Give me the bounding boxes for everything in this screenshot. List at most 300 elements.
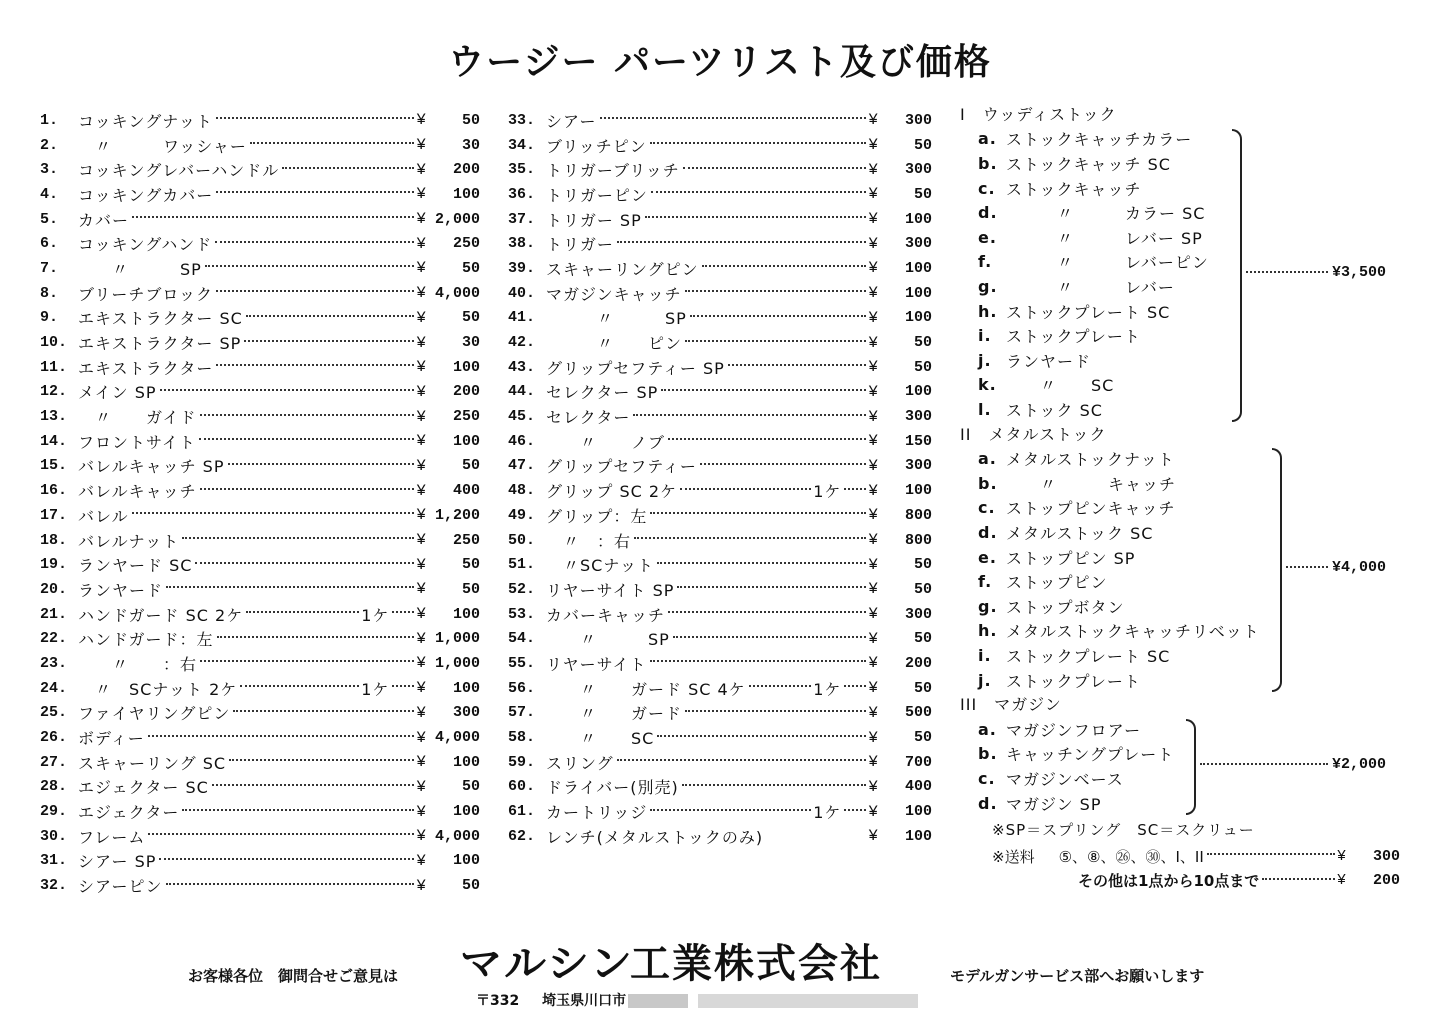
group-brace bbox=[1232, 129, 1242, 422]
part-name: メイン SP bbox=[78, 383, 157, 403]
other-shipping-row bbox=[1078, 869, 1400, 893]
group-price bbox=[1200, 756, 1386, 773]
group-item bbox=[978, 446, 1175, 471]
part-price: 300 bbox=[904, 457, 932, 475]
address-city: 埼玉県川口市 bbox=[542, 993, 627, 1009]
item-name: ストックプレート SC bbox=[1006, 646, 1171, 666]
part-row bbox=[508, 651, 932, 676]
group-item bbox=[978, 127, 1192, 152]
dot-leader bbox=[216, 364, 414, 366]
yen-sign: ¥ bbox=[416, 777, 426, 796]
part-row bbox=[40, 725, 480, 750]
group-price bbox=[1246, 264, 1386, 281]
dot-leader bbox=[657, 562, 866, 564]
part-price: 150 bbox=[904, 432, 932, 450]
part-row bbox=[508, 281, 932, 306]
group-item bbox=[978, 151, 1171, 176]
yen-sign: ¥ bbox=[416, 160, 426, 179]
yen-sign: ¥ bbox=[868, 728, 878, 747]
part-row bbox=[40, 799, 480, 824]
part-price: 50 bbox=[913, 729, 932, 747]
dot-leader bbox=[228, 463, 415, 465]
yen-sign: ¥ bbox=[416, 185, 426, 204]
part-number: 22. bbox=[40, 630, 68, 648]
item-name: ストックプレート SC bbox=[1006, 302, 1171, 322]
item-letter: g. bbox=[978, 596, 998, 616]
part-number: 51. bbox=[508, 556, 536, 574]
part-unit: 1ケ bbox=[361, 605, 390, 625]
part-number: 47. bbox=[508, 457, 536, 475]
redacted-phone bbox=[698, 994, 918, 1008]
yen-sign: ¥ bbox=[416, 382, 426, 401]
other-price: 200 bbox=[1372, 872, 1400, 890]
part-name: カバー bbox=[78, 210, 130, 230]
part-number: 50. bbox=[508, 531, 536, 549]
part-price: 4,000 bbox=[434, 827, 480, 845]
part-row bbox=[40, 528, 480, 553]
dot-leader bbox=[844, 809, 866, 811]
part-price: 250 bbox=[452, 531, 480, 549]
part-number: 41. bbox=[508, 309, 536, 327]
yen-sign: ¥ bbox=[868, 185, 878, 204]
part-unit: 1ケ bbox=[813, 482, 842, 502]
part-price: 50 bbox=[913, 580, 932, 598]
group-brace bbox=[1186, 719, 1196, 815]
yen-sign: ¥ bbox=[868, 753, 878, 772]
yen-sign: ¥ bbox=[868, 481, 878, 500]
dot-leader bbox=[1246, 271, 1328, 273]
part-price: 50 bbox=[913, 630, 932, 648]
dot-leader bbox=[657, 735, 866, 737]
part-price: 100 bbox=[452, 679, 480, 697]
part-row bbox=[40, 701, 480, 726]
part-row bbox=[508, 306, 932, 331]
part-name: エジェクター bbox=[78, 803, 180, 823]
part-name: エキストラクター SC bbox=[78, 309, 243, 329]
part-row bbox=[40, 207, 480, 232]
part-number: 20. bbox=[40, 580, 68, 598]
yen-sign: ¥ bbox=[868, 160, 878, 179]
item-name: ストックキャッチカラー bbox=[1006, 130, 1193, 150]
part-name: シアー bbox=[546, 111, 597, 131]
item-name: 〃 キャッチ bbox=[1006, 474, 1177, 494]
part-name: スリング bbox=[546, 753, 614, 773]
dot-leader bbox=[651, 191, 867, 193]
item-name: ストックプレート bbox=[1006, 327, 1141, 347]
dot-leader bbox=[132, 216, 414, 218]
yen-sign: ¥ bbox=[416, 679, 426, 698]
part-name: バレルキャッチ bbox=[78, 482, 197, 502]
part-name: ファイヤリングピン bbox=[78, 704, 231, 724]
part-row bbox=[40, 775, 480, 800]
part-row bbox=[508, 429, 932, 454]
part-price: 250 bbox=[452, 235, 480, 253]
part-number: 38. bbox=[508, 235, 536, 253]
item-letter: l. bbox=[978, 399, 992, 419]
dot-leader bbox=[700, 463, 866, 465]
yen-sign: ¥ bbox=[868, 506, 878, 525]
item-name: マガジンフロアー bbox=[1006, 720, 1142, 740]
part-row bbox=[40, 454, 480, 479]
part-number: 6. bbox=[40, 235, 59, 253]
part-price: 100 bbox=[904, 827, 932, 845]
item-name: ストップボタン bbox=[1006, 597, 1125, 617]
part-name: シアー SP bbox=[78, 852, 157, 872]
part-number: 40. bbox=[508, 284, 536, 302]
yen-sign: ¥ bbox=[868, 605, 878, 624]
part-price: 300 bbox=[904, 235, 932, 253]
part-number: 7. bbox=[40, 259, 59, 277]
yen-sign: ¥ bbox=[868, 234, 878, 253]
part-row bbox=[508, 676, 932, 701]
postal-code: 〒332 bbox=[476, 993, 520, 1009]
dot-leader bbox=[217, 636, 415, 638]
part-name: 〃 SC bbox=[546, 729, 655, 749]
part-number: 10. bbox=[40, 334, 68, 352]
item-name: ストックキャッチ bbox=[1006, 179, 1142, 199]
part-price: 50 bbox=[461, 309, 480, 327]
part-number: 2. bbox=[40, 136, 59, 154]
group-item bbox=[978, 791, 1102, 816]
part-price: 100 bbox=[904, 284, 932, 302]
group-item bbox=[978, 299, 1170, 324]
part-number: 34. bbox=[508, 136, 536, 154]
yen-sign: ¥ bbox=[868, 136, 878, 155]
item-letter: b. bbox=[978, 473, 998, 493]
part-row bbox=[508, 404, 932, 429]
part-row bbox=[40, 750, 480, 775]
abbreviation-legend: ※SP＝スプリング SC＝スクリュー bbox=[992, 821, 1255, 840]
part-price: 50 bbox=[913, 358, 932, 376]
item-letter: d. bbox=[978, 522, 998, 542]
part-price: 200 bbox=[904, 654, 932, 672]
yen-sign: ¥ bbox=[416, 654, 426, 673]
item-letter: f. bbox=[978, 572, 993, 592]
dot-leader bbox=[1200, 763, 1328, 765]
part-row bbox=[508, 602, 932, 627]
dot-leader bbox=[680, 488, 811, 490]
yen-sign: ¥ bbox=[868, 654, 878, 673]
dot-leader bbox=[650, 512, 866, 514]
part-price: 100 bbox=[904, 383, 932, 401]
part-row bbox=[508, 380, 932, 405]
part-number: 61. bbox=[508, 803, 536, 821]
dot-leader bbox=[166, 883, 415, 885]
item-letter: i. bbox=[978, 645, 992, 665]
part-number: 36. bbox=[508, 185, 536, 203]
part-number: 8. bbox=[40, 284, 59, 302]
part-number: 25. bbox=[40, 704, 68, 722]
part-name: トリガーピン bbox=[546, 185, 648, 205]
yen-sign: ¥ bbox=[416, 432, 426, 451]
item-letter: c. bbox=[978, 768, 996, 788]
dot-leader bbox=[690, 315, 867, 317]
part-price: 400 bbox=[904, 778, 932, 796]
item-letter: j. bbox=[978, 350, 992, 370]
part-name: コッキングナット bbox=[78, 111, 213, 131]
part-row bbox=[508, 182, 932, 207]
part-number: 42. bbox=[508, 334, 536, 352]
dot-leader bbox=[650, 809, 811, 811]
part-number: 27. bbox=[40, 753, 68, 771]
yen-sign: ¥ bbox=[416, 703, 426, 722]
yen-sign: ¥ bbox=[416, 876, 426, 895]
yen-sign: ¥ bbox=[416, 481, 426, 500]
part-price: 50 bbox=[461, 877, 480, 895]
item-name: ストップピンキャッチ bbox=[1006, 499, 1176, 519]
yen-sign: ¥ bbox=[868, 111, 878, 130]
part-row bbox=[40, 651, 480, 676]
part-number: 60. bbox=[508, 778, 536, 796]
part-name: エジェクター SC bbox=[78, 778, 209, 798]
dot-leader bbox=[216, 117, 415, 119]
redacted-address bbox=[628, 994, 688, 1008]
group-item bbox=[978, 397, 1103, 422]
part-price: 50 bbox=[913, 679, 932, 697]
part-row bbox=[508, 750, 932, 775]
part-price: 1,000 bbox=[434, 654, 480, 672]
part-price: 100 bbox=[904, 259, 932, 277]
yen-sign: ¥ bbox=[416, 284, 426, 303]
part-price: 100 bbox=[452, 852, 480, 870]
part-name: トリガーブリッチ bbox=[546, 161, 680, 181]
dot-leader bbox=[650, 142, 867, 144]
part-number: 4. bbox=[40, 185, 59, 203]
group-item bbox=[978, 496, 1176, 521]
yen-sign: ¥ bbox=[416, 580, 426, 599]
part-row bbox=[40, 626, 480, 651]
yen-sign: ¥ bbox=[416, 728, 426, 747]
dot-leader bbox=[844, 685, 866, 687]
part-number: 12. bbox=[40, 383, 68, 401]
part-row bbox=[508, 478, 932, 503]
item-letter: a. bbox=[978, 719, 997, 739]
part-price: 100 bbox=[452, 803, 480, 821]
dot-leader bbox=[683, 167, 867, 169]
part-price: 50 bbox=[461, 259, 480, 277]
dot-leader bbox=[634, 537, 866, 539]
dot-leader bbox=[668, 438, 866, 440]
part-number: 28. bbox=[40, 778, 68, 796]
group-heading: II メタルストック bbox=[960, 424, 1107, 444]
part-price: 50 bbox=[913, 334, 932, 352]
item-name: 〃 レバー SP bbox=[1006, 228, 1203, 248]
part-price: 800 bbox=[904, 531, 932, 549]
part-price: 30 bbox=[461, 334, 480, 352]
part-row bbox=[508, 701, 932, 726]
yen-sign: ¥ bbox=[868, 432, 878, 451]
part-price: 800 bbox=[904, 506, 932, 524]
part-name: グリップ SC 2ケ bbox=[546, 482, 678, 502]
part-row bbox=[508, 256, 932, 281]
part-name: ランヤード SC bbox=[78, 556, 193, 576]
part-name: 〃 ピン bbox=[546, 334, 683, 354]
group-item bbox=[978, 274, 1175, 299]
yen-sign: ¥ bbox=[416, 308, 426, 327]
part-name: エキストラクター bbox=[78, 358, 214, 378]
part-price: 100 bbox=[452, 753, 480, 771]
item-letter: c. bbox=[978, 498, 996, 518]
item-name: ストックプレート bbox=[1006, 671, 1141, 691]
part-name: ドライバー(別売) bbox=[546, 778, 679, 798]
part-price: 2,000 bbox=[434, 210, 480, 228]
dot-leader bbox=[199, 438, 415, 440]
part-name: リヤーサイト SP bbox=[546, 580, 675, 600]
part-row bbox=[508, 577, 932, 602]
parts-column-middle bbox=[508, 108, 932, 849]
part-row bbox=[508, 133, 932, 158]
item-letter: h. bbox=[978, 621, 998, 641]
yen-sign: ¥ bbox=[416, 802, 426, 821]
part-name: レンチ(メタルストックのみ) bbox=[546, 827, 764, 847]
part-number: 31. bbox=[40, 852, 68, 870]
part-name: 〃 ：右 bbox=[78, 654, 198, 674]
yen-sign: ¥ bbox=[868, 531, 878, 550]
group-item bbox=[978, 200, 1205, 225]
part-number: 46. bbox=[508, 432, 536, 450]
dot-leader bbox=[673, 636, 867, 638]
part-price: 300 bbox=[452, 704, 480, 722]
part-name: フロントサイト bbox=[78, 432, 196, 452]
part-name: ランヤード bbox=[78, 580, 164, 600]
dot-leader bbox=[392, 685, 414, 687]
part-row bbox=[508, 108, 932, 133]
part-price: 100 bbox=[904, 482, 932, 500]
part-name: 〃 ワッシャー bbox=[78, 136, 247, 156]
part-number: 24. bbox=[40, 679, 68, 697]
other-label: その他は1点から10点まで bbox=[1078, 872, 1260, 891]
part-name: リヤーサイト bbox=[546, 654, 647, 674]
part-row bbox=[40, 676, 480, 701]
item-letter: b. bbox=[978, 153, 998, 173]
item-name: 〃 カラー SC bbox=[1006, 204, 1206, 224]
group-item bbox=[978, 766, 1124, 791]
part-number: 35. bbox=[508, 161, 536, 179]
part-price: 100 bbox=[904, 210, 932, 228]
yen-sign: ¥ bbox=[416, 531, 426, 550]
yen-sign: ¥ bbox=[416, 629, 426, 648]
yen-sign: ¥ bbox=[868, 802, 878, 821]
part-number: 18. bbox=[40, 531, 68, 549]
yen-sign: ¥ bbox=[416, 555, 426, 574]
shipping-label: ※送料 bbox=[992, 847, 1035, 866]
part-name: 〃 ガード SC 4ケ bbox=[546, 679, 746, 699]
part-number: 19. bbox=[40, 556, 68, 574]
yen-sign: ¥ bbox=[868, 259, 878, 278]
group-item bbox=[978, 225, 1203, 250]
item-name: メタルストック SC bbox=[1006, 523, 1154, 543]
part-price: 300 bbox=[904, 408, 932, 426]
part-number: 54. bbox=[508, 630, 536, 648]
dot-leader bbox=[160, 389, 415, 391]
part-row bbox=[40, 256, 480, 281]
part-price: 300 bbox=[904, 111, 932, 129]
yen-sign: ¥ bbox=[868, 382, 878, 401]
footer-address bbox=[476, 990, 918, 1010]
part-name: コッキングハンド bbox=[78, 235, 213, 255]
page-title: ウージー パーツリスト及び価格 bbox=[448, 42, 992, 83]
dot-leader bbox=[728, 364, 867, 366]
part-price: 100 bbox=[452, 605, 480, 623]
dot-leader bbox=[159, 858, 414, 860]
dot-leader bbox=[148, 833, 414, 835]
item-name: ストック SC bbox=[1006, 400, 1103, 420]
group-heading: I ウッディストック bbox=[960, 105, 1117, 124]
yen-sign: ¥ bbox=[868, 629, 878, 648]
item-letter: i. bbox=[978, 326, 992, 346]
yen-sign: ¥ bbox=[868, 358, 878, 377]
dot-leader bbox=[685, 710, 866, 712]
footer-contact-text: お客様各位 御問合せご意見は bbox=[188, 967, 399, 985]
group-item bbox=[978, 668, 1141, 693]
part-price: 50 bbox=[461, 111, 480, 129]
part-name: カバーキャッチ bbox=[546, 605, 666, 625]
part-number: 45. bbox=[508, 408, 536, 426]
part-row bbox=[40, 404, 480, 429]
part-number: 52. bbox=[508, 580, 536, 598]
item-letter: b. bbox=[978, 744, 998, 764]
dot-leader bbox=[844, 488, 866, 490]
part-price: 300 bbox=[904, 605, 932, 623]
dot-leader bbox=[216, 290, 414, 292]
dot-leader bbox=[148, 735, 415, 737]
dot-leader bbox=[617, 759, 867, 761]
yen-sign: ¥ bbox=[1336, 847, 1346, 865]
dot-leader bbox=[216, 191, 414, 193]
yen-sign: ¥ bbox=[868, 777, 878, 796]
part-name: 〃 ガイド bbox=[78, 408, 197, 428]
part-row bbox=[508, 552, 932, 577]
part-number: 59. bbox=[508, 753, 536, 771]
dot-leader bbox=[677, 586, 866, 588]
part-row bbox=[508, 503, 932, 528]
part-price: 50 bbox=[461, 457, 480, 475]
part-number: 55. bbox=[508, 654, 536, 672]
dot-leader bbox=[645, 216, 867, 218]
part-name: スキャーリング SC bbox=[78, 753, 227, 773]
part-number: 5. bbox=[40, 210, 59, 228]
part-price: 4,000 bbox=[434, 284, 480, 302]
group-price bbox=[1286, 559, 1386, 576]
group-item bbox=[978, 643, 1170, 668]
part-number: 16. bbox=[40, 482, 68, 500]
part-row bbox=[40, 503, 480, 528]
part-row bbox=[508, 725, 932, 750]
part-number: 13. bbox=[40, 408, 68, 426]
company-logo bbox=[459, 932, 882, 989]
part-number: 32. bbox=[40, 877, 68, 895]
part-price: 4,000 bbox=[434, 729, 480, 747]
yen-sign: ¥ bbox=[416, 136, 426, 155]
part-name: 〃SCナット bbox=[546, 556, 655, 576]
group-item bbox=[978, 323, 1141, 348]
part-name: セレクター bbox=[546, 408, 631, 428]
yen-sign: ¥ bbox=[1336, 872, 1346, 890]
yen-sign: ¥ bbox=[416, 333, 426, 352]
parts-column-left bbox=[40, 108, 480, 898]
item-letter: g. bbox=[978, 276, 998, 296]
part-price: 200 bbox=[452, 161, 480, 179]
group-item bbox=[978, 569, 1108, 594]
yen-sign: ¥ bbox=[416, 234, 426, 253]
part-price: 50 bbox=[461, 556, 480, 574]
part-number: 56. bbox=[508, 679, 536, 697]
dot-leader bbox=[166, 586, 414, 588]
part-name: ブリッチピン bbox=[546, 136, 647, 156]
part-price: 300 bbox=[904, 161, 932, 179]
part-number: 29. bbox=[40, 803, 68, 821]
part-row bbox=[508, 330, 932, 355]
